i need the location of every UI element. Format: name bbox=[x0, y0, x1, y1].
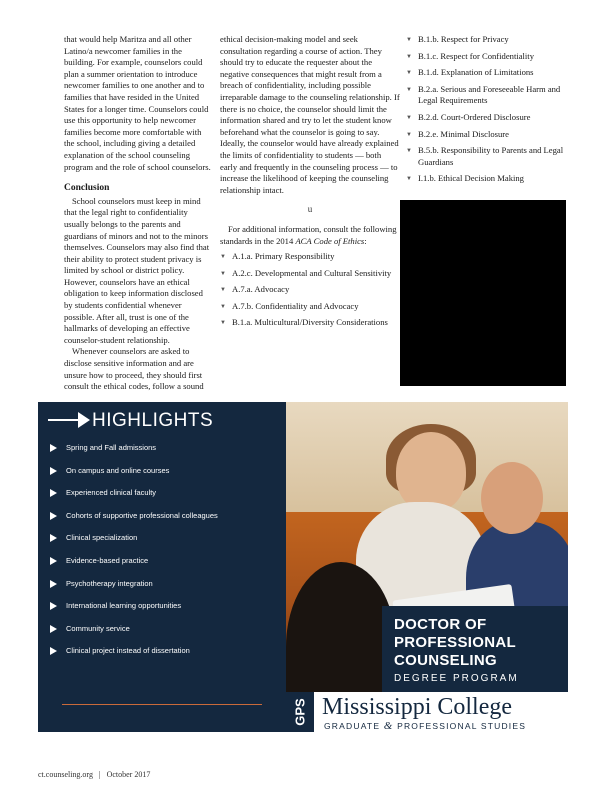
list-item: Clinical specialization bbox=[50, 532, 282, 555]
paragraph-standards-lead: For additional information, consult the following standards in the 2014 ACA Code of Ethics: bbox=[220, 223, 397, 246]
list-item: Evidence-based practice bbox=[50, 555, 282, 578]
program-subtitle: DEGREE PROGRAM bbox=[394, 673, 519, 684]
standards-list-b bbox=[406, 34, 566, 185]
list-item: ▼ B.1.c. Respect for Confidentiality bbox=[406, 51, 566, 63]
list-item: Cohorts of supportive professional colleagues bbox=[50, 510, 282, 533]
bullet-icon: ▼ bbox=[220, 320, 226, 327]
triangle-bullet-icon bbox=[50, 647, 57, 655]
footer-separator: | bbox=[98, 770, 101, 779]
triangle-bullet-icon bbox=[50, 602, 57, 610]
triangle-bullet-icon bbox=[50, 512, 57, 520]
list-item: Psychotherapy integration bbox=[50, 578, 282, 601]
program-title-box bbox=[382, 606, 568, 692]
triangle-bullet-icon bbox=[50, 534, 57, 542]
list-item: ▼ B.1.a. Multicultural/Diversity Considerations bbox=[220, 317, 400, 329]
conclusion-heading: Conclusion bbox=[64, 183, 110, 194]
photo-woman-face bbox=[396, 432, 466, 512]
bullet-icon: ▼ bbox=[220, 287, 226, 294]
list-item: ▼ B.1.b. Respect for Privacy bbox=[406, 34, 566, 46]
gps-tab: GPS bbox=[286, 692, 314, 732]
photo-man-face bbox=[481, 462, 543, 534]
bullet-icon: ▼ bbox=[406, 114, 412, 121]
triangle-bullet-icon bbox=[50, 625, 57, 633]
list-item: ▼ A.7.a. Advocacy bbox=[220, 284, 400, 296]
footer-date: October 2017 bbox=[106, 770, 151, 779]
aca-code-title: ACA Code of Ethics bbox=[295, 235, 365, 246]
paragraph-continued: ethical decision-making model and seek consultation regarding a course of action. They should try to educate the requester about the negative consequences that might result from a breach of confidentiality, including possible irreparable damage to the counseling relationship. If there is no choice, the counselor should limit the information shared and try to let the student know beforehand what the counselor is going to say. Ideally, the counselor would have already explained the limits of confidentiality to students — both early and frequently in the counseling process — to increase the likelihood of keeping the counseling relationship intact. bbox=[220, 34, 400, 195]
bullet-icon: ▼ bbox=[406, 86, 412, 93]
highlights-title: HIGHLIGHTS bbox=[92, 410, 214, 431]
college-subtitle: GRADUATE & PROFESSIONAL STUDIES bbox=[324, 720, 527, 732]
arrow-right-icon bbox=[78, 412, 90, 428]
paragraph-conclusion-1: School counselors must keep in mind that the legal right to confidentiality usually belongs to the parents and guardians of minors and not to the minors themselves. Counselors may also find that their ability to protect student privacy is limited by school or district policy. However, counselors have an ethical obligation to keep information disclosed by students confidential whenever possible. After all, trust is one of the hallmarks of developing an effective counselor-student relationship. bbox=[64, 195, 210, 345]
list-item: Spring and Fall admissions bbox=[50, 442, 282, 465]
list-item: ▼ A.2.c. Developmental and Cultural Sensitivity bbox=[220, 268, 400, 280]
highlights-header bbox=[38, 410, 286, 432]
triangle-bullet-icon bbox=[50, 467, 57, 475]
bullet-icon: ▼ bbox=[220, 303, 226, 310]
program-title-line-1: DOCTOR OF bbox=[394, 616, 487, 633]
list-item: On campus and online courses bbox=[50, 465, 282, 488]
article-column-2 bbox=[220, 34, 400, 334]
list-item: International learning opportunities bbox=[50, 600, 282, 623]
paragraph-intro: that would help Maritza and all other Latino/a newcomer families in the building. For example, counselors could plan a summer orientation to introduce newcomer families to one another and to families that have resided in the United States for a longer time. Counselors could use this opportunity to help newcomer families become more comfortable with the school, including giving a detailed explanation of the school counseling program and the role of school counselors. bbox=[64, 34, 211, 172]
bullet-icon: ▼ bbox=[406, 176, 412, 183]
triangle-bullet-icon bbox=[50, 444, 57, 452]
bullet-icon: ▼ bbox=[406, 37, 412, 43]
list-item: ▼ A.7.b. Confidentiality and Advocacy bbox=[220, 301, 400, 313]
list-item: Clinical project instead of dissertation bbox=[50, 645, 282, 668]
list-item: ▼ B.2.a. Serious and Foreseeable Harm and Legal Requirements bbox=[406, 83, 561, 106]
blank-image-block bbox=[400, 200, 566, 386]
triangle-bullet-icon bbox=[50, 557, 57, 565]
accent-divider bbox=[62, 704, 262, 705]
list-item: ▼ I.1.b. Ethical Decision Making bbox=[406, 173, 566, 185]
list-item: ▼ B.2.e. Minimal Disclosure bbox=[406, 129, 566, 141]
triangle-bullet-icon bbox=[50, 489, 57, 497]
article-column-1 bbox=[64, 34, 212, 393]
bullet-icon: ▼ bbox=[406, 53, 412, 60]
list-item: ▼ B.1.d. Explanation of Limitations bbox=[406, 67, 566, 79]
bullet-icon: ▼ bbox=[220, 270, 226, 277]
bullet-icon: ▼ bbox=[406, 131, 412, 138]
paragraph-conclusion-2: Whenever counselors are asked to disclose sensitive information and are unsure how to proceed, they should first consult the ethical codes, follow a sound bbox=[64, 346, 204, 392]
triangle-bullet-icon bbox=[50, 580, 57, 588]
bullet-icon: ▼ bbox=[220, 254, 226, 261]
standards-list-a bbox=[220, 251, 400, 329]
bullet-icon: ▼ bbox=[406, 70, 412, 77]
list-item: ▼ B.2.d. Court-Ordered Disclosure bbox=[406, 112, 566, 124]
program-title-line-2: PROFESSIONAL bbox=[394, 634, 516, 651]
article-column-3 bbox=[406, 34, 566, 190]
bullet-icon: ▼ bbox=[406, 148, 412, 155]
list-item: Experienced clinical faculty bbox=[50, 487, 282, 510]
section-end-glyph: u bbox=[307, 204, 313, 215]
list-item: Community service bbox=[50, 623, 282, 646]
program-title-line-3: COUNSELING bbox=[394, 652, 498, 669]
footer-site[interactable]: ct.counseling.org bbox=[38, 770, 93, 779]
page-footer bbox=[38, 770, 150, 779]
list-item: ▼ A.1.a. Primary Responsibility bbox=[220, 251, 400, 263]
highlights-list bbox=[50, 442, 282, 668]
highlights-panel bbox=[38, 402, 286, 732]
list-item: ▼ B.5.b. Responsibility to Parents and Legal Guardians bbox=[406, 145, 564, 167]
college-logo[interactable] bbox=[286, 692, 568, 732]
college-name: Mississippi College bbox=[322, 694, 513, 720]
